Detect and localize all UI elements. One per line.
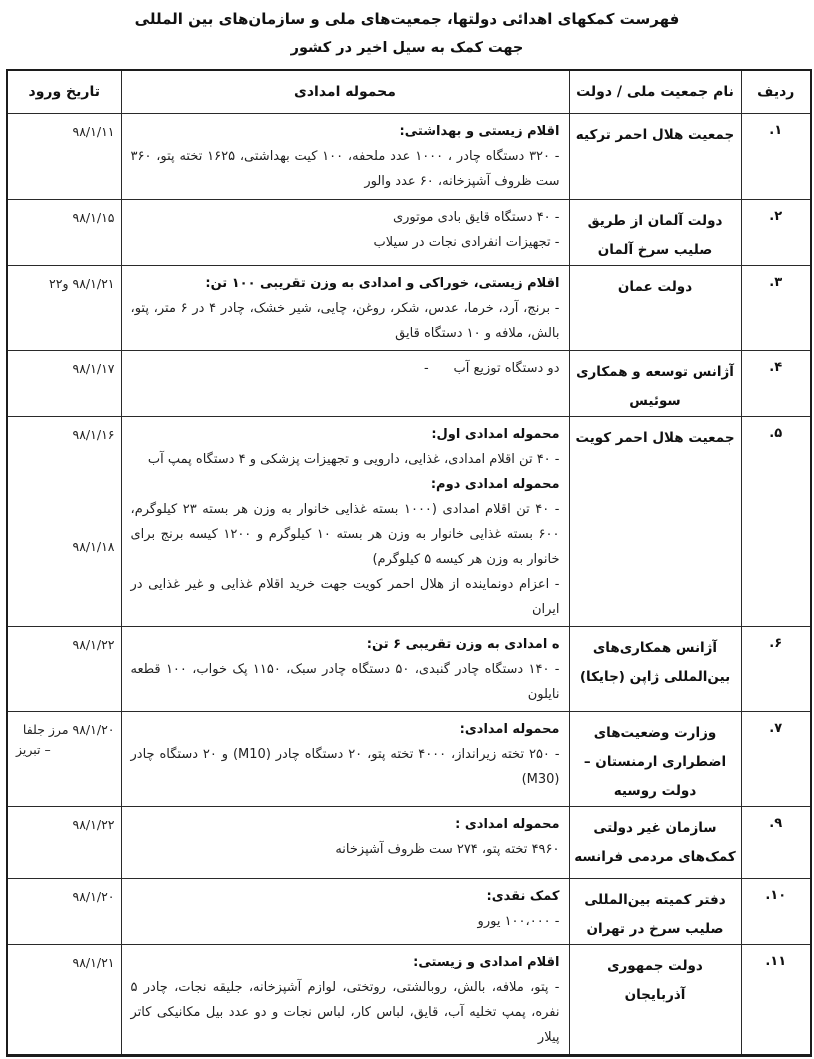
table-row <box>7 351 811 417</box>
org-name-line: اضطراری ارمنستان – <box>583 754 727 770</box>
row-number-cell: ۳. <box>741 266 811 351</box>
cargo-line-item: - ۱۰۰،۰۰۰ یورو <box>477 914 560 929</box>
org-name-line: بین‌المللی ژاپن (جایکا) <box>579 669 731 685</box>
cargo-cell <box>121 627 569 712</box>
header-row-number: ردیف <box>741 70 811 114</box>
cargo-line-heading: کمک نقدی: <box>486 889 560 904</box>
row-number-cell: ۱۱. <box>741 945 811 1056</box>
cargo-line-item: دو دستگاه توزیع آب - <box>423 361 560 376</box>
cargo-cell <box>121 351 569 417</box>
entry-date: ۹۸/۱/۱۱ <box>72 124 115 139</box>
header-entry-date: تاریخ ورود <box>7 70 121 114</box>
cargo-cell <box>121 200 569 266</box>
org-name-line: دولت روسیه <box>613 783 697 799</box>
org-name-cell <box>569 807 741 879</box>
entry-date: ۹۸/۱/۱۷ <box>72 361 115 376</box>
cargo-line-item: ۴۹۶۰ تخته پتو، ۲۷۴ ست ظروف آشپزخانه <box>335 842 560 857</box>
org-name-line: آژانس همکاری‌های <box>592 640 718 656</box>
entry-date-cell <box>7 712 121 807</box>
org-name-cell <box>569 200 741 266</box>
table-row <box>7 627 811 712</box>
org-name-line: جمعیت هلال احمر کویت <box>575 430 735 446</box>
cargo-cell <box>121 114 569 200</box>
entry-date-cell <box>7 807 121 879</box>
row-number-cell: ۶. <box>741 627 811 712</box>
cargo-line-heading: اقلام امدادی و زیستی: <box>413 955 560 970</box>
entry-date: ۹۸/۱/۲۰ مرز جلفا <box>22 722 115 737</box>
cargo-line-heading: محموله امدادی : <box>455 817 560 832</box>
org-name-cell <box>569 712 741 807</box>
page-subtitle: جهت کمک به سیل اخیر در کشور <box>290 40 524 56</box>
cargo-cell <box>121 712 569 807</box>
entry-date-cell <box>7 945 121 1056</box>
entry-date-cell <box>7 627 121 712</box>
entry-date-cell <box>7 351 121 417</box>
org-name-line: وزارت وضعیت‌های <box>593 725 717 741</box>
cargo-line-item: - برنج، آرد، خرما، عدس، شکر، روغن، چایی، شیر خشک، چادر ۴ در ۶ متر، پتو، بالش، ملافه و ۱۰ دستگاه قایق <box>130 301 560 341</box>
org-name-cell <box>569 879 741 945</box>
table-row <box>7 417 811 627</box>
cargo-line-item: - ۱۴۰ دستگاه چادر گنبدی، ۵۰ دستگاه چادر سبک، ۱۱۵۰ پک خواب، ۱۰۰ قطعه نایلون <box>130 662 560 702</box>
table-row <box>7 266 811 351</box>
org-name-cell <box>569 114 741 200</box>
row-number-cell: ۴. <box>741 351 811 417</box>
cargo-line-heading: محموله امدادی: <box>459 722 560 737</box>
entry-date-cell <box>7 266 121 351</box>
row-number-cell: ۷. <box>741 712 811 807</box>
table-row <box>7 114 811 200</box>
org-name-line: دفتر کمیته بین‌المللی <box>584 892 726 908</box>
entry-date: ۹۸/۱/۲۲ <box>72 817 115 832</box>
table-row <box>7 945 811 1056</box>
entry-date: – تبریز <box>16 742 51 757</box>
cargo-line-heading: محموله امدادی دوم: <box>430 477 560 492</box>
table-row <box>7 879 811 945</box>
org-name-cell <box>569 266 741 351</box>
cargo-line-item: - ۴۰ تن اقلام امدادی (۱۰۰۰ بسته غذایی خانوار به وزن هر بسته ۲۳ کیلوگرم، ۶۰۰ بسته غذایی خانوار به وزن هر بسته ۱۰ کیلوگرم و ۱۲۰۰ کیسه برنج برای خانوار به وزن هر کیسه ۵ کیلوگرم) <box>130 502 560 567</box>
aid-donations-table <box>6 69 812 1057</box>
table-row <box>7 712 811 807</box>
cargo-cell <box>121 945 569 1056</box>
row-number-cell: ۱۰. <box>741 879 811 945</box>
row-number-cell: ۱. <box>741 114 811 200</box>
header-cargo: محموله امدادی <box>121 70 569 114</box>
row-number-cell: ۵. <box>741 417 811 627</box>
org-name-line: دولت آلمان از طریق <box>587 213 723 229</box>
row-number-cell: ۲. <box>741 200 811 266</box>
cargo-line-item: - اعزام دونماینده از هلال احمر کویت جهت خرید اقلام غذایی و غیر غذایی در ایران <box>130 577 560 617</box>
title-block <box>0 0 814 59</box>
org-name-line: سوئیس <box>629 393 681 409</box>
entry-date: ۹۸/۱/۲۲ <box>72 637 115 652</box>
page-title: فهرست کمکهای اهدائی دولتها، جمعیت‌های ملی و سازمان‌های بین المللی <box>134 10 680 28</box>
cargo-line-heading: محموله امدادی اول: <box>431 427 560 442</box>
org-name-line: صلیب سرخ آلمان <box>597 242 713 258</box>
entry-date-cell <box>7 879 121 945</box>
entry-date: ۹۸/۱/۲۱ و۲۲ <box>49 276 115 291</box>
org-name-line: دولت عمان <box>617 279 693 295</box>
table-header <box>7 70 811 114</box>
cargo-cell <box>121 417 569 627</box>
table-row <box>7 200 811 266</box>
org-name-line: صلیب سرخ در تهران <box>586 921 724 937</box>
table-row <box>7 807 811 879</box>
row-number-cell: ۹. <box>741 807 811 879</box>
entry-date: ۹۸/۱/۲۰ <box>72 889 115 904</box>
org-name-cell <box>569 945 741 1056</box>
cargo-line-item: - ۳۲۰ دستگاه چادر ، ۱۰۰۰ عدد ملحفه، ۱۰۰ کیت بهداشتی، ۱۶۲۵ تخته پتو، ۳۶۰ ست ظروف آشپزخانه، ۶۰ عدد والور <box>130 149 560 189</box>
cargo-line-heading: ه امدادی به وزن تقریبی ۶ تن: <box>366 637 560 652</box>
org-name-line: آذربایجان <box>624 987 686 1003</box>
org-name-cell <box>569 417 741 627</box>
entry-date-cell <box>7 417 121 627</box>
cargo-cell <box>121 807 569 879</box>
cargo-line-item: - ۲۵۰ تخته زیرانداز، ۴۰۰۰ تخته پتو، ۲۰ دستگاه چادر (M10) و ۲۰ دستگاه چادر (M30) <box>130 747 560 787</box>
org-name-cell <box>569 627 741 712</box>
cargo-line-item: - تجهیزات انفرادی نجات در سیلاب <box>373 235 560 250</box>
org-name-cell <box>569 351 741 417</box>
entry-date: ۹۸/۱/۲۱ <box>72 955 115 970</box>
cargo-cell <box>121 879 569 945</box>
org-name-line: آژانس توسعه و همکاری <box>576 364 734 380</box>
entry-date-cell <box>7 114 121 200</box>
org-name-line: کمک‌های مردمی فرانسه <box>574 849 736 865</box>
entry-date: ۹۸/۱/۱۸ <box>72 539 115 554</box>
org-name-line: سازمان غیر دولتی <box>593 820 717 836</box>
entry-date: ۹۸/۱/۱۶ <box>72 427 115 442</box>
header-org-name: نام جمعیت ملی / دولت <box>569 70 741 114</box>
entry-date: ۹۸/۱/۱۵ <box>72 210 115 225</box>
cargo-line-heading: اقلام زیستی، خوراکی و امدادی به وزن تقریبی ۱۰۰ تن: <box>205 276 560 291</box>
entry-date-cell <box>7 200 121 266</box>
cargo-line-item: - ۴۰ تن اقلام امدادی، غذایی، دارویی و تجهیزات پزشکی و ۴ دستگاه پمپ آب <box>147 452 560 467</box>
cargo-line-item: - پتو، ملافه، بالش، روبالشتی، روتختی، لوازم آشپزخانه، جلیقه نجات، چادر ۵ نفره، پمپ تخلیه آب، قایق، لباس کار، لباس نجات و دو عدد بیل مکانیکی کاتر پیلار <box>130 980 560 1045</box>
table-body <box>7 114 811 1056</box>
cargo-line-item: - ۴۰ دستگاه قایق بادی موتوری <box>392 210 560 225</box>
cargo-cell <box>121 266 569 351</box>
cargo-line-heading: اقلام زیستی و بهداشتی: <box>399 124 560 139</box>
org-name-line: دولت جمهوری <box>607 958 703 974</box>
header-row <box>7 70 811 114</box>
org-name-line: جمعیت هلال احمر ترکیه <box>575 127 735 143</box>
